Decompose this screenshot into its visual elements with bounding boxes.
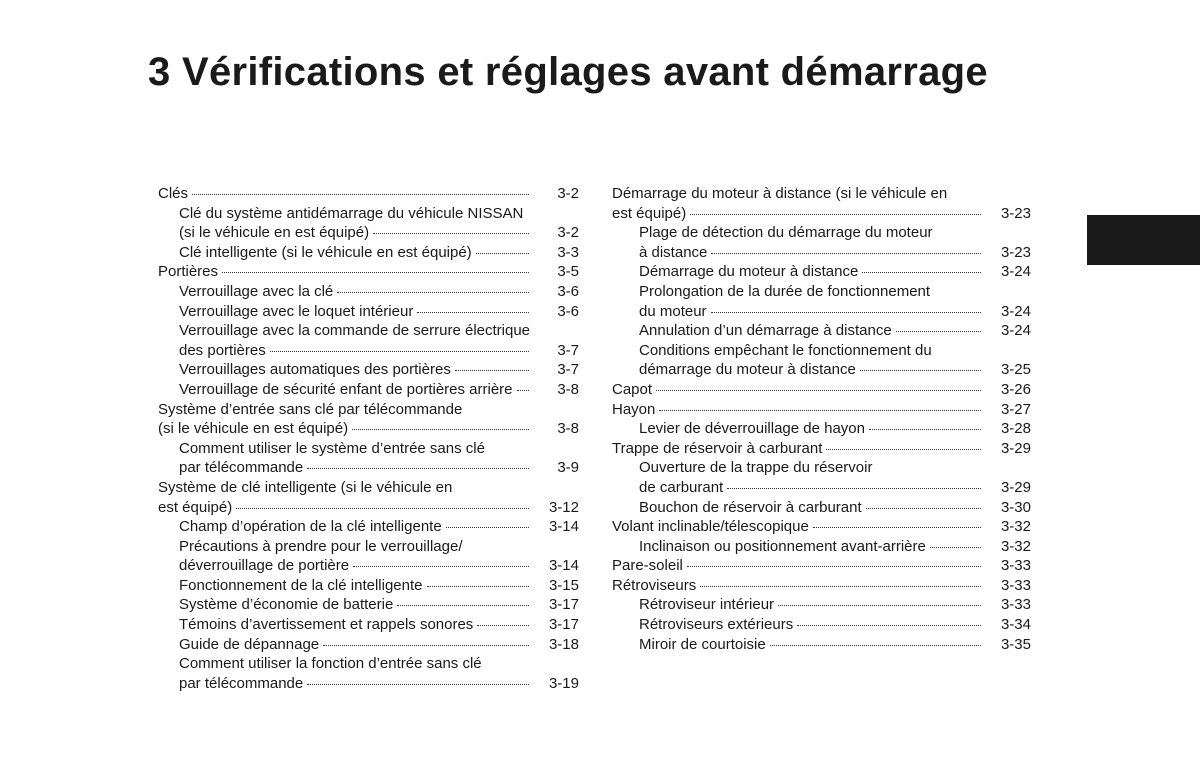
toc-page-number: 3-26 <box>1000 380 1031 398</box>
toc-page-number: 3-32 <box>1000 518 1031 536</box>
toc-entry-last-line <box>158 498 535 518</box>
toc-entry <box>612 282 1031 321</box>
toc-entry-last-line <box>639 321 987 341</box>
chapter-tab-marker <box>1087 215 1200 265</box>
dot-leader <box>222 272 529 273</box>
toc-entry-last-line <box>639 302 987 322</box>
dot-leader <box>813 527 981 528</box>
toc-entry <box>158 243 579 263</box>
toc-entry-last-line <box>158 184 535 204</box>
toc-entry-text: Démarrage du moteur à distance <box>639 263 859 281</box>
toc-page-number: 3-23 <box>1000 204 1031 222</box>
toc-page-number: 3-14 <box>548 518 579 536</box>
toc-entry <box>158 595 579 615</box>
toc-entry <box>158 400 579 439</box>
toc-entry-last-line <box>179 282 535 302</box>
dot-leader <box>727 488 981 489</box>
toc-entry <box>158 321 579 360</box>
toc-page-number: 3-19 <box>548 674 579 692</box>
toc-entry-text: Verrouillage avec la commande de serrure électrique <box>179 322 531 340</box>
toc-page-number: 3-33 <box>1000 576 1031 594</box>
toc-entry-text: Comment utiliser la fonction d’entrée sans clé <box>179 655 482 673</box>
dot-leader <box>337 292 529 293</box>
toc-entry <box>158 184 579 204</box>
toc-page-number: 3-34 <box>1000 616 1031 634</box>
toc-entry-text: Champ d’opération de la clé intelligente <box>179 518 442 536</box>
toc-entry-last-line <box>179 556 535 576</box>
toc-entry <box>612 223 1031 262</box>
toc-entry <box>612 419 1031 439</box>
toc-page-number: 3-7 <box>557 361 579 379</box>
toc-entry-text: Annulation d’un démarrage à distance <box>639 322 892 340</box>
toc-entry-text: Inclinaison ou positionnement avant-arrière <box>639 537 926 555</box>
toc-entry-text: Système d’entrée sans clé par télécommande <box>158 400 463 418</box>
toc-entry-last-line <box>612 380 987 400</box>
toc-entry-last-line <box>158 262 535 282</box>
toc-entry-last-line <box>639 360 987 380</box>
dot-leader <box>896 331 981 332</box>
toc-entry-last-line <box>639 635 987 655</box>
toc-entry-text: du moteur <box>639 302 707 320</box>
dot-leader <box>307 468 529 469</box>
toc-entry-text: Guide de dépannage <box>179 635 320 653</box>
toc-entry-last-line <box>612 556 987 576</box>
dot-leader <box>352 429 529 430</box>
toc-entry-text: Rétroviseur intérieur <box>639 596 775 614</box>
toc-page-number: 3-29 <box>1000 478 1031 496</box>
toc-entry-text: (si le véhicule en est équipé) <box>179 224 370 242</box>
dot-leader <box>770 645 981 646</box>
toc-entry-text: Pare-soleil <box>612 557 683 575</box>
dot-leader <box>778 605 981 606</box>
toc-entry-text: déverrouillage de portière <box>179 557 350 575</box>
toc-entry-text: Clés <box>158 185 189 202</box>
toc-page-number: 3-35 <box>1000 635 1031 653</box>
toc-entry-text: Comment utiliser le système d’entrée sans clé <box>179 439 485 457</box>
dot-leader <box>690 214 981 215</box>
toc-entry <box>612 380 1031 400</box>
dot-leader <box>700 586 981 587</box>
toc-page-number: 3-12 <box>548 498 579 516</box>
toc-page-number: 3-8 <box>557 380 579 398</box>
toc-page-number: 3-14 <box>548 557 579 575</box>
toc-entry-last-line <box>639 262 987 282</box>
toc-entry <box>158 654 579 693</box>
toc-entry-text: Verrouillage avec le loquet intérieur <box>179 302 414 320</box>
toc-entry <box>158 360 579 380</box>
toc-entry-last-line <box>612 439 987 459</box>
toc-entry-last-line <box>179 223 535 243</box>
dot-leader <box>397 605 529 606</box>
toc-page-number: 3-9 <box>557 459 579 477</box>
toc-entry-text: Témoins d’avertissement et rappels sonores <box>179 616 474 634</box>
toc-entry-last-line <box>639 615 987 635</box>
toc-page-number: 3-3 <box>557 243 579 261</box>
toc-entry <box>612 635 1031 655</box>
toc-entry <box>158 537 579 576</box>
toc-entry <box>612 556 1031 576</box>
toc-entry-text: Verrouillage avec la clé <box>179 282 334 300</box>
toc-entry-text: Système de clé intelligente (si le véhicule en <box>158 478 453 496</box>
toc-page-number: 3-17 <box>548 596 579 614</box>
toc-entry-last-line <box>179 576 535 596</box>
toc-entry <box>612 321 1031 341</box>
dot-leader <box>236 508 529 509</box>
toc-entry <box>612 439 1031 459</box>
toc-entry-text: à distance <box>639 243 708 261</box>
toc-entry-text: Miroir de courtoisie <box>639 635 766 653</box>
toc-entry-text: Clé du système antidémarrage du véhicule NISSAN <box>179 204 524 222</box>
toc-page-number: 3-8 <box>557 420 579 438</box>
toc-entry-text: Prolongation de la durée de fonctionnement <box>639 282 931 300</box>
toc-page-number: 3-23 <box>1000 243 1031 261</box>
dot-leader <box>477 625 529 626</box>
toc-entry-text: de carburant <box>639 478 724 496</box>
toc-entry-last-line <box>179 243 535 263</box>
toc-entry-last-line <box>179 517 535 537</box>
toc-entry-last-line <box>179 360 535 380</box>
toc-entry-last-line <box>612 576 987 596</box>
toc-entry-last-line <box>179 635 535 655</box>
toc-entry <box>158 635 579 655</box>
toc-entry-text: Portières <box>158 263 219 281</box>
toc-page-number: 3-17 <box>548 616 579 634</box>
toc-entry-text: Trappe de réservoir à carburant <box>612 439 823 457</box>
toc-entry-last-line <box>179 302 535 322</box>
toc-column-left <box>158 184 579 693</box>
dot-leader <box>353 566 529 567</box>
toc-entry-last-line <box>612 204 987 224</box>
toc-entry <box>158 517 579 537</box>
toc-entry-text: Démarrage du moteur à distance (si le véhicule en <box>612 185 948 202</box>
toc-entry-last-line <box>639 595 987 615</box>
toc-entry-text: Rétroviseurs <box>612 576 697 594</box>
toc-entry-last-line <box>158 419 535 439</box>
toc-entry <box>158 478 579 517</box>
toc-entry-text: Fonctionnement de la clé intelligente <box>179 576 423 594</box>
dot-leader <box>517 390 529 391</box>
toc-entry-text: Rétroviseurs extérieurs <box>639 616 794 634</box>
dot-leader <box>656 390 981 391</box>
toc-entry-text: des portières <box>179 341 266 359</box>
toc-page-number: 3-18 <box>548 635 579 653</box>
toc-entry <box>612 595 1031 615</box>
toc-entry-text: (si le véhicule en est équipé) <box>158 420 349 438</box>
toc-page-number: 3-30 <box>1000 498 1031 516</box>
toc-entry-text: est équipé) <box>158 498 233 516</box>
toc-entry <box>158 262 579 282</box>
toc-page-number: 3-2 <box>557 224 579 242</box>
toc-entry-last-line <box>639 243 987 263</box>
dot-leader <box>797 625 981 626</box>
toc-entry <box>612 262 1031 282</box>
dot-leader <box>826 449 981 450</box>
toc-entry <box>158 576 579 596</box>
dot-leader <box>866 508 981 509</box>
toc-page-number: 3-33 <box>1000 596 1031 614</box>
toc-page-number: 3-2 <box>557 185 579 202</box>
dot-leader <box>417 312 529 313</box>
toc-entry-text: Bouchon de réservoir à carburant <box>639 498 862 516</box>
dot-leader <box>446 527 529 528</box>
toc-entry <box>158 282 579 302</box>
toc-page-number: 3-24 <box>1000 263 1031 281</box>
toc-entry-last-line <box>639 419 987 439</box>
toc-entry-last-line <box>179 595 535 615</box>
toc-entry <box>612 576 1031 596</box>
dot-leader <box>323 645 529 646</box>
dot-leader <box>270 351 529 352</box>
toc-entry-text: Ouverture de la trappe du réservoir <box>639 459 873 477</box>
toc-entry-text: Capot <box>612 380 653 398</box>
dot-leader <box>373 233 529 234</box>
toc-entry-text: Système d’économie de batterie <box>179 596 394 614</box>
toc-entry <box>612 517 1031 537</box>
toc-page-number: 3-7 <box>557 341 579 359</box>
toc-column-right <box>612 184 1031 654</box>
toc-entry-last-line <box>612 517 987 537</box>
toc-page-number: 3-5 <box>557 263 579 281</box>
toc-entry-text: Verrouillages automatiques des portières <box>179 361 451 379</box>
toc-entry <box>612 458 1031 497</box>
toc-entry <box>158 302 579 322</box>
toc-entry-text: Conditions empêchant le fonctionnement du <box>639 341 932 359</box>
toc-entry <box>612 341 1031 380</box>
toc-page-number: 3-24 <box>1000 322 1031 340</box>
dot-leader <box>455 370 529 371</box>
toc-entry-last-line <box>639 478 987 498</box>
toc-entry-last-line <box>179 458 535 478</box>
toc-entry-text: Volant inclinable/télescopique <box>612 518 809 536</box>
toc-page-number: 3-6 <box>557 302 579 320</box>
toc-page-number: 3-32 <box>1000 537 1031 555</box>
toc-entry-last-line <box>179 380 535 400</box>
toc-entry-text: démarrage du moteur à distance <box>639 361 856 379</box>
dot-leader <box>869 429 981 430</box>
toc-entry <box>158 204 579 243</box>
dot-leader <box>307 684 529 685</box>
toc-entry-last-line <box>179 341 535 361</box>
dot-leader <box>711 253 981 254</box>
toc-entry-text: Clé intelligente (si le véhicule en est équipé) <box>179 243 472 261</box>
toc-entry-text: est équipé) <box>612 204 687 222</box>
toc-page-number: 3-29 <box>1000 439 1031 457</box>
dot-leader <box>427 586 530 587</box>
toc-entry-last-line <box>179 674 535 694</box>
toc-entry-text: Hayon <box>612 400 656 418</box>
dot-leader <box>862 272 981 273</box>
toc-entry-text: Verrouillage de sécurité enfant de portières arrière <box>179 380 513 398</box>
toc-entry <box>612 615 1031 635</box>
toc-entry-last-line <box>179 615 535 635</box>
toc-entry <box>158 439 579 478</box>
dot-leader <box>659 410 981 411</box>
toc-entry <box>612 537 1031 557</box>
toc-entry <box>158 380 579 400</box>
dot-leader <box>860 370 981 371</box>
toc-page-number: 3-33 <box>1000 557 1031 575</box>
toc-page-number: 3-6 <box>557 282 579 300</box>
toc-entry-text: par télécommande <box>179 459 304 477</box>
toc-entry-text: Précautions à prendre pour le verrouillage/ <box>179 537 463 555</box>
toc-entry-text: Plage de détection du démarrage du moteur <box>639 224 933 242</box>
dot-leader <box>711 312 981 313</box>
toc-page-number: 3-28 <box>1000 420 1031 438</box>
page-title: 3 Vérifications et réglages avant démarrage <box>148 50 988 94</box>
toc-page-number: 3-25 <box>1000 361 1031 379</box>
toc-entry-last-line <box>639 498 987 518</box>
dot-leader <box>192 194 529 195</box>
toc-page-number: 3-27 <box>1000 400 1031 418</box>
toc-page-number: 3-24 <box>1000 302 1031 320</box>
toc-entry <box>612 400 1031 420</box>
toc-entry-last-line <box>612 400 987 420</box>
dot-leader <box>687 566 981 567</box>
dot-leader <box>930 547 981 548</box>
toc-entry <box>612 184 1031 223</box>
toc-entry-last-line <box>639 537 987 557</box>
dot-leader <box>476 253 529 254</box>
toc-page-number: 3-15 <box>548 576 579 594</box>
toc-entry <box>158 615 579 635</box>
toc-entry <box>612 498 1031 518</box>
toc-entry-text: par télécommande <box>179 674 304 692</box>
toc-entry-text: Levier de déverrouillage de hayon <box>639 420 865 438</box>
